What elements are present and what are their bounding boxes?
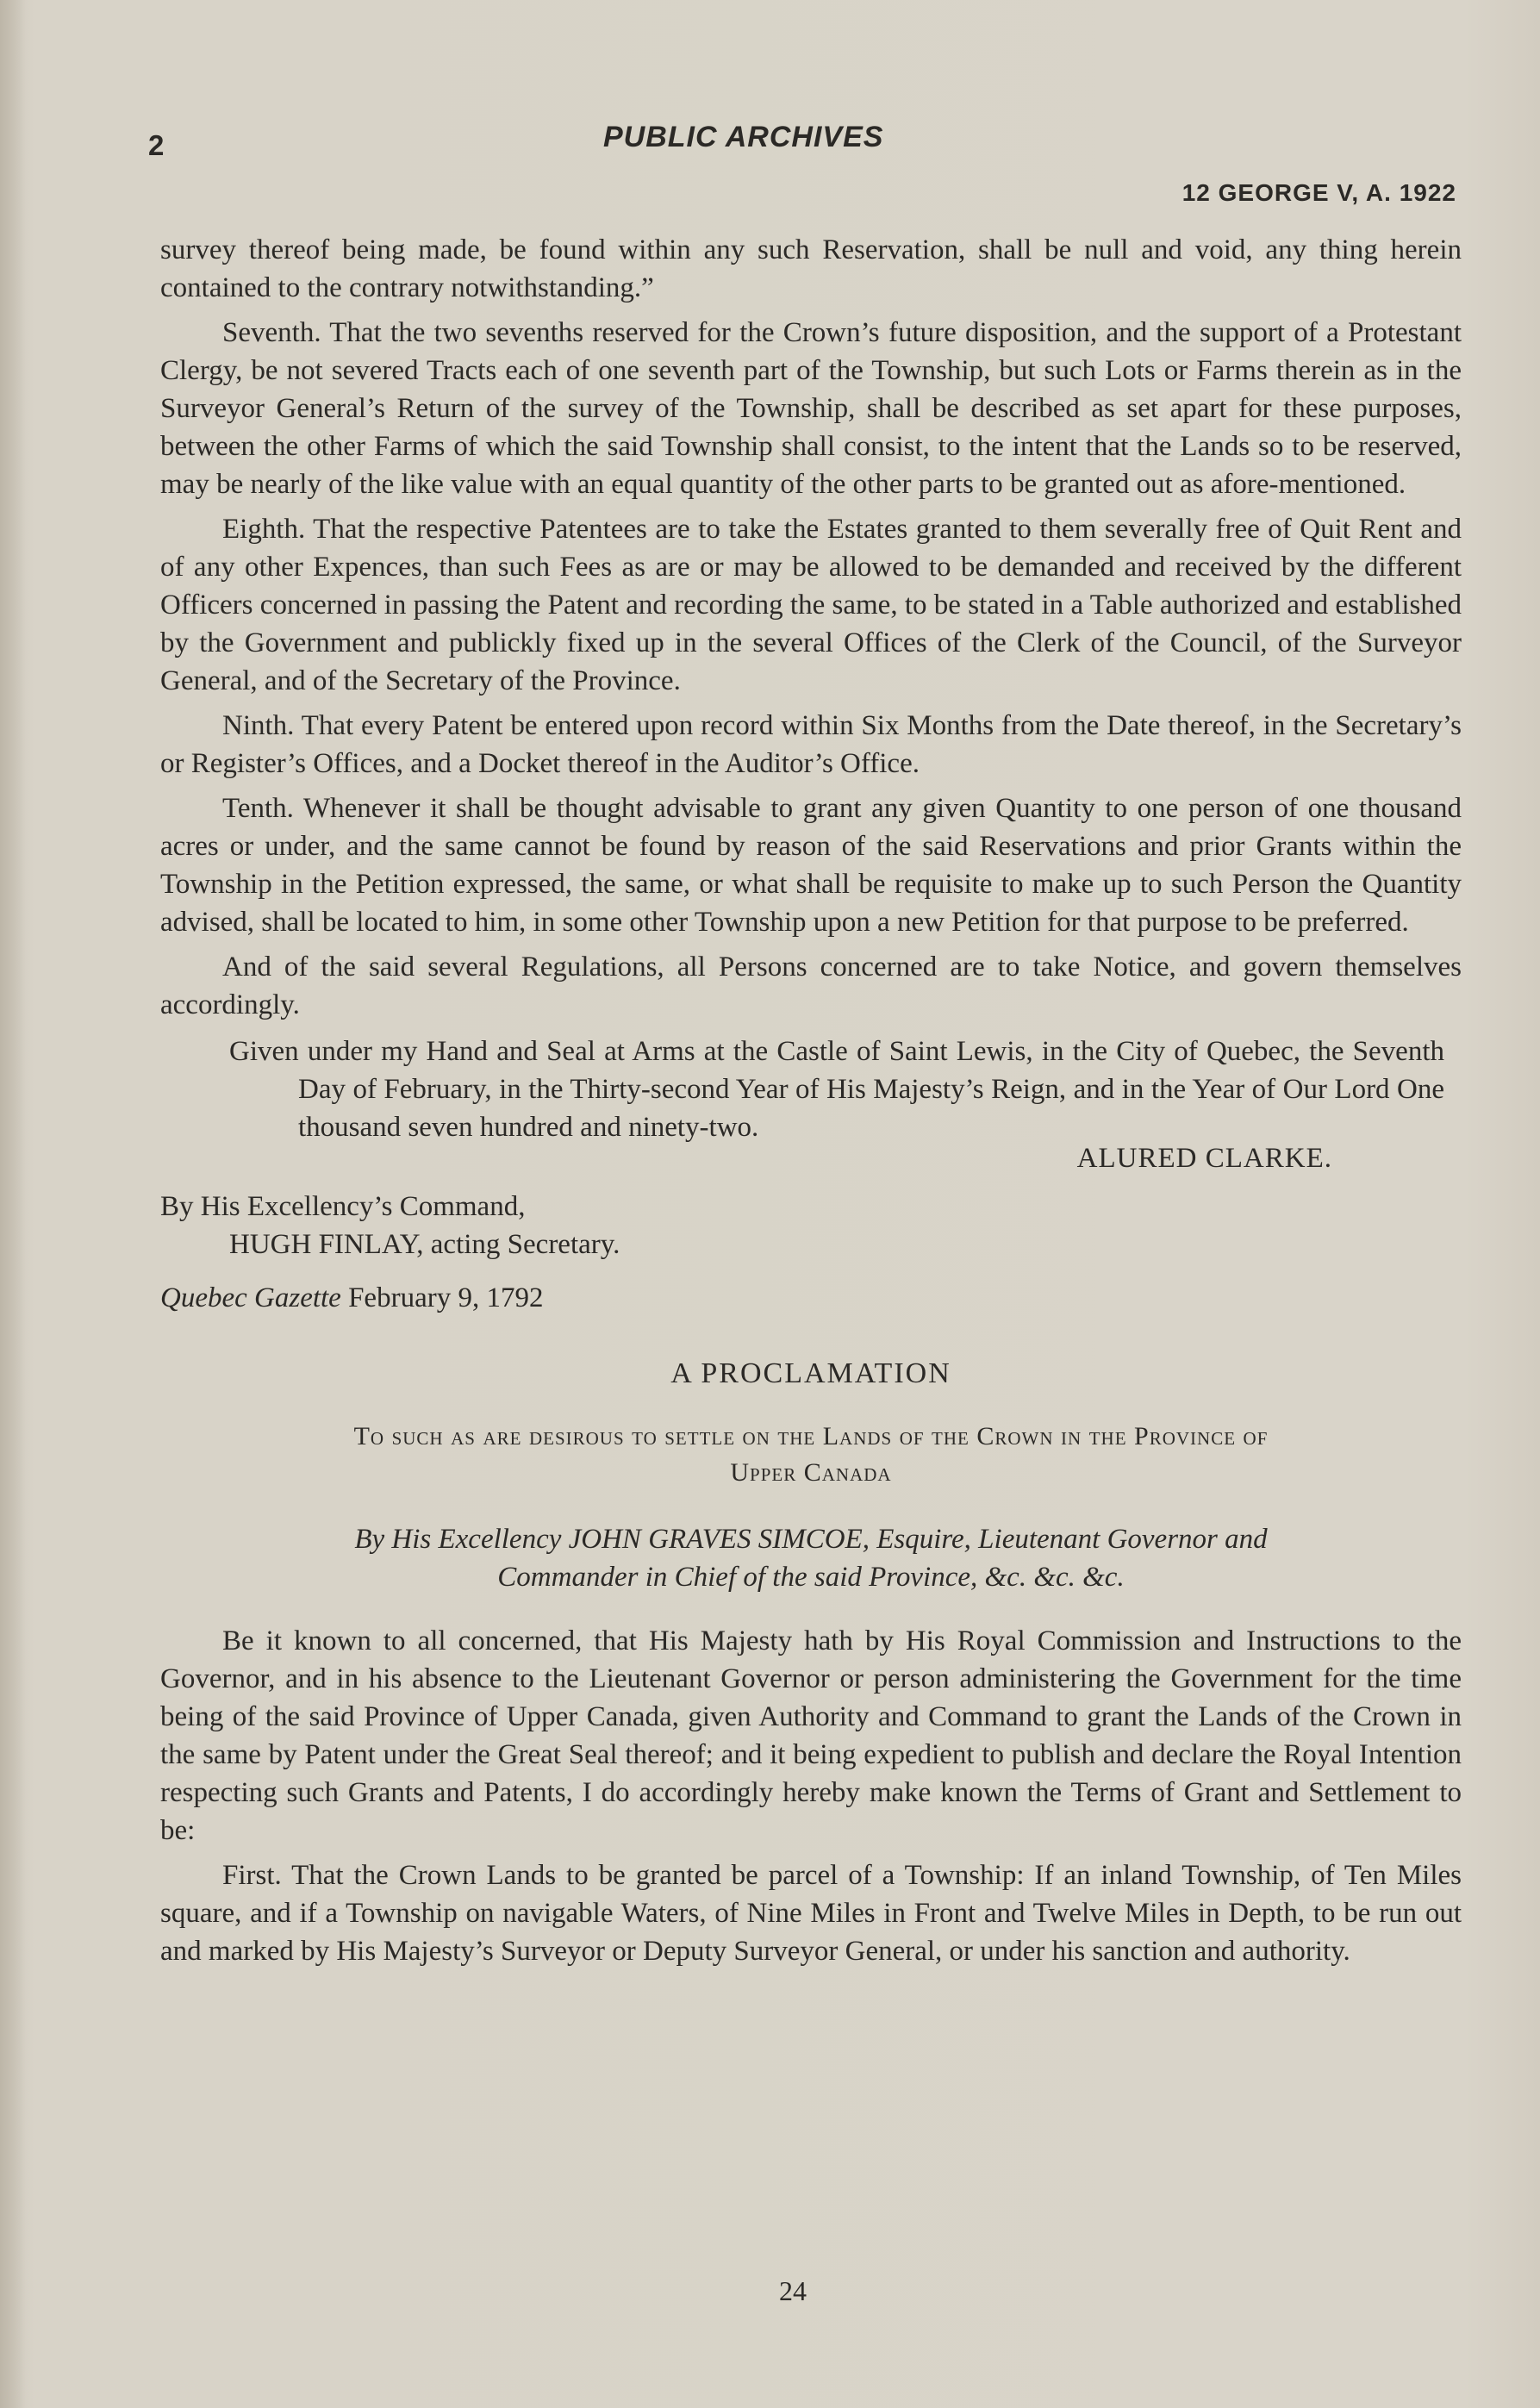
secretary-line: HUGH FINLAY, acting Secretary. <box>229 1229 620 1260</box>
body-text <box>160 231 1462 1977</box>
paragraph-continuation: survey thereof being made, be found within any such Reservation, shall be null and void, any thing herein contained to the contrary notwithstanding.” <box>160 234 1462 303</box>
proclamation-title: A PROCLAMATION <box>670 1357 951 1389</box>
book-spine-shadow <box>0 0 26 2408</box>
proclamation-by-line-1: By His Excellency JOHN GRAVES SIMCOE, Esquire, Lieutenant Governor and <box>354 1524 1268 1555</box>
proclamation-subtitle <box>160 1419 1462 1491</box>
proclamation-paragraph-first: First. That the Crown Lands to be granted be parcel of a Township: If an inland Township, of Ten Miles square, and if a Township on navigable Waters, of Nine Miles in Front and Twelve Miles in Depth, to be run out and marked by His Majesty’s Surveyor or Deputy Surveyor General, or under his sanction and authority. <box>160 1860 1462 1967</box>
proclamation-by-line-2: Commander in Chief of the said Province, &c. &c. &c. <box>497 1562 1125 1593</box>
paragraph-seventh: Seventh. That the two sevenths reserved for the Crown’s future disposition, and the support of a Protestant Clergy, be not severed Tracts each of one seventh part of the Township, but such Lots or Farms therein as in the Surveyor General’s Return of the survey of the Township, shall be described as set apart for these purposes, between the other Farms of which the said Township shall consist, to the intent that the Lands so to be reserved, may be nearly of the like value with an equal quantity of the other parts to be granted out as afore-mentioned. <box>160 317 1462 500</box>
session-label: 12 GEORGE V, A. 1922 <box>1181 179 1456 206</box>
command-line: By His Excellency’s Command, <box>160 1191 526 1222</box>
folio-number: 24 <box>779 2275 807 2306</box>
proclamation-subtitle-line-2: Upper Canada <box>730 1458 892 1487</box>
proclamation-by-line <box>160 1520 1462 1596</box>
paragraph-eighth: Eighth. That the respective Patentees are to take the Estates granted to them severally free of Quit Rent and of any other Expences, than such Fees as are or may be allowed to be demanded and received by the different Officers concerned in passing the Patent and recording the same, to be stated in a Table authorized and established by the Government and publickly fixed up in the several Offices of the Clerk of the Council, of the Surveyor General, and of the Secretary of the Province. <box>160 514 1462 696</box>
paragraph-tenth: Tenth. Whenever it shall be thought advisable to grant any given Quantity to one person of one thousand acres or under, and the same cannot be found by reason of the said Reservations and prior Grants within the Township in the Petition expressed, the same, or what shall be requisite to make up to such Person the Quantity advised, shall be located to him, in some other Township upon a new Petition for that purpose to be preferred. <box>160 793 1462 938</box>
running-title: PUBLIC ARCHIVES <box>603 121 884 153</box>
source-date: February 9, 1792 <box>348 1282 544 1313</box>
paragraph-ninth: Ninth. That every Patent be entered upon record within Six Months from the Date thereof, in the Secretary’s or Register’s Offices, and a Docket thereof in the Auditor’s Office. <box>160 710 1462 779</box>
signature: ALURED CLARKE. <box>1076 1143 1332 1174</box>
source-publication: Quebec Gazette <box>160 1282 341 1313</box>
source-citation <box>160 1279 1462 1317</box>
proclamation-paragraph-intro: Be it known to all concerned, that His Majesty hath by His Royal Commission and Instructions to the Governor, and in his absence to the Lieutenant Governor or person administering the Government for the time being of the said Province of Upper Canada, given Authority and Command to grant the Lands of the Crown in the same by Patent under the Great Seal thereof; and it being expedient to publish and declare the Royal Intention respecting such Grants and Patents, I do accordingly hereby make known the Terms of Grant and Settlement to be: <box>160 1625 1462 1846</box>
paragraph-notice: And of the said several Regulations, all Persons concerned are to take Notice, and govern themselves accordingly. <box>160 951 1462 1020</box>
given-under-hand: Given under my Hand and Seal at Arms at the Castle of Saint Lewis, in the City of Quebec, the Seventh Day of February, in the Thirty-second Year of His Majesty’s Reign, and in the Year of Our Lord One thousand seven hundred and ninety-two. <box>229 1036 1444 1143</box>
page-number: 2 <box>148 129 165 161</box>
proclamation-subtitle-line-1: To such as are desirous to settle on the Lands of the Crown in the Province of <box>353 1422 1269 1450</box>
